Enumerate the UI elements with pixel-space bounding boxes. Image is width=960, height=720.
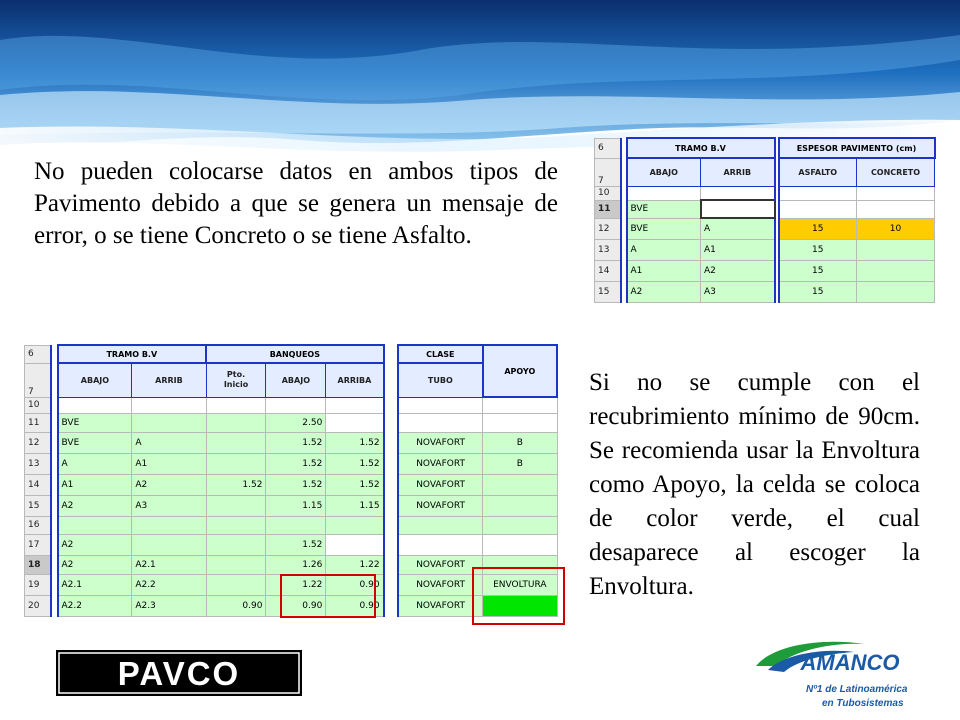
column-separator [384,413,398,432]
column-header-tubo: TUBO [398,363,483,397]
cell[interactable] [206,574,266,595]
row-number: 17 [25,534,52,555]
column-separator [384,453,398,474]
cell[interactable] [483,397,557,413]
pto-label-line1: Pto. [226,370,246,380]
column-header-arrib: ARRIB [132,363,206,397]
cell[interactable]: BVE [627,200,701,218]
table-row [595,239,935,260]
cell[interactable]: A2 [58,495,132,516]
cell[interactable]: A [132,432,206,453]
cell[interactable] [398,516,483,534]
spreadsheet-pavimento [594,137,936,303]
table-row [25,474,558,495]
row-number: 10 [25,397,52,413]
cell[interactable]: 1.52 [326,453,384,474]
row-number: 11 [595,200,621,218]
column-header-apoyo: APOYO [483,345,557,397]
cell[interactable] [206,534,266,555]
row-number: 15 [25,495,52,516]
cell[interactable]: NOVAFORT [398,474,483,495]
group-header-clase: CLASE [398,345,483,363]
row-header: 7 [25,363,52,397]
cell[interactable]: A3 [132,495,206,516]
pavco-logo-text: PAVCO [117,655,241,692]
cell[interactable]: A2.3 [132,595,206,616]
cell[interactable]: 1.52 [266,453,326,474]
cell[interactable]: A2.2 [132,574,206,595]
row-header: 7 [595,158,621,186]
cell[interactable]: B [483,453,557,474]
cell[interactable]: 1.15 [266,495,326,516]
row-number: 11 [25,413,52,432]
group-header-tramo: TRAMO B.V [58,345,207,363]
column-separator [384,345,398,363]
cell[interactable]: 0.90 [326,595,384,616]
cell[interactable] [627,186,701,200]
table-row [595,281,935,302]
cell[interactable] [701,186,775,200]
cell[interactable]: A2 [627,281,701,302]
cell-concreto-error[interactable]: 10 [857,218,935,239]
cell[interactable] [132,397,206,413]
cell[interactable]: 1.52 [206,474,266,495]
cell[interactable]: A3 [701,281,775,302]
column-header-abajo: ABAJO [627,158,701,186]
cell[interactable]: NOVAFORT [398,432,483,453]
highlight-box-banqueos [280,574,376,618]
cell[interactable]: NOVAFORT [398,495,483,516]
cell[interactable]: 1.22 [266,574,326,595]
active-cell[interactable] [701,200,775,218]
row-number: 20 [25,595,52,616]
cell[interactable]: BVE [58,413,132,432]
cell[interactable]: NOVAFORT [398,595,483,616]
cell[interactable]: 2.50 [266,413,326,432]
cell[interactable]: NOVAFORT [398,574,483,595]
column-separator [384,363,398,397]
cell[interactable]: A2 [58,534,132,555]
cell[interactable] [398,397,483,413]
cell[interactable]: BVE [627,218,701,239]
column-separator [384,516,398,534]
cell[interactable] [132,534,206,555]
cell[interactable]: 0.90 [206,595,266,616]
column-header-concreto: CONCRETO [857,158,935,186]
column-header-banqueo-arriba: ARRIBA [326,363,384,397]
amanco-logo [754,636,924,716]
row-number: 13 [25,453,52,474]
column-header-asfalto: ASFALTO [779,158,857,186]
cell-apoyo-envoltura[interactable]: ENVOLTURA [483,574,557,595]
cell[interactable]: A [701,218,775,239]
cell[interactable]: 1.22 [326,555,384,574]
paragraph-pavimento: No pueden colocarse datos en ambos tipos de Pavimento debido a que se genera un mensaje de error, o se tiene Concreto o se tiene Asfalto. [34,158,558,249]
paragraph-envoltura: Si no se cumple con el recubrimiento mínimo de 90cm. Se recomienda usar la Envoltura como Apoyo, la celda se coloca de color verde, el cual desaparece al escoger la Envoltura. [589,369,920,600]
row-header: 6 [25,345,52,363]
row-number: 16 [25,516,52,534]
column-header-arrib: ARRIB [701,158,775,186]
table-row [595,218,935,239]
column-separator [384,397,398,413]
cell[interactable] [398,534,483,555]
cell[interactable]: B [483,432,557,453]
column-separator [384,555,398,574]
cell[interactable]: A1 [701,239,775,260]
pavco-logo [56,650,302,696]
column-separator [384,474,398,495]
group-header-espesor: ESPESOR PAVIMENTO (cm) [779,138,935,158]
column-separator [384,534,398,555]
cell-asfalto-error[interactable]: 15 [779,218,857,239]
cell[interactable] [266,397,326,413]
cell[interactable] [483,516,557,534]
cell[interactable] [132,516,206,534]
table-row [595,200,935,218]
cell[interactable]: A2 [132,474,206,495]
table-row [25,534,558,555]
cell[interactable] [326,516,384,534]
cell[interactable] [483,413,557,432]
row-number: 12 [25,432,52,453]
cell[interactable] [132,413,206,432]
cell[interactable]: A1 [132,453,206,474]
cell[interactable] [779,186,857,200]
cell[interactable]: 0.90 [266,595,326,616]
cell[interactable]: 1.52 [266,474,326,495]
cell[interactable] [857,260,935,281]
cell[interactable]: A2.2 [58,595,132,616]
row-number: 14 [25,474,52,495]
cell[interactable] [326,397,384,413]
table-row [25,495,558,516]
column-separator [384,595,398,616]
column-separator [384,432,398,453]
group-header-tramo: TRAMO B.V [627,138,775,158]
column-header-banqueo-abajo: ABAJO [266,363,326,397]
cell[interactable]: 15 [779,260,857,281]
row-number: 18 [25,555,52,574]
row-number: 14 [595,260,621,281]
cell[interactable] [58,516,132,534]
cell[interactable] [326,413,384,432]
cell[interactable]: 15 [779,281,857,302]
cell[interactable]: A1 [58,474,132,495]
highlight-box-apoyo [472,567,565,625]
cell[interactable] [206,397,266,413]
table-row [595,186,935,200]
cell[interactable] [857,281,935,302]
amanco-tagline-2: en Tubosistemas [822,698,904,709]
column-header-abajo: ABAJO [58,363,132,397]
cell[interactable] [326,534,384,555]
cell[interactable] [857,239,935,260]
cell[interactable] [206,413,266,432]
cell[interactable]: A2.1 [58,574,132,595]
cell[interactable]: A [58,453,132,474]
cell[interactable]: 0.90 [326,574,384,595]
cell[interactable]: NOVAFORT [398,555,483,574]
table-row [25,516,558,534]
cell[interactable]: A2 [58,555,132,574]
row-number: 12 [595,218,621,239]
column-separator [384,574,398,595]
cell[interactable] [483,495,557,516]
cell[interactable] [483,474,557,495]
cell[interactable]: A [627,239,701,260]
cell[interactable] [206,453,266,474]
cell[interactable]: 15 [779,239,857,260]
cell[interactable] [483,534,557,555]
row-number: 19 [25,574,52,595]
table-row [25,413,558,432]
table-row [595,260,935,281]
group-header-banqueos: BANQUEOS [206,345,383,363]
table-row [25,397,558,413]
table-row [25,453,558,474]
cell[interactable] [206,516,266,534]
cell[interactable]: A2 [701,260,775,281]
cell[interactable]: A1 [627,260,701,281]
cell[interactable]: BVE [58,432,132,453]
column-header-pto-inicio [206,363,266,397]
cell[interactable] [398,413,483,432]
pto-label-line2: Inicio [223,380,249,390]
cell[interactable]: 1.52 [266,534,326,555]
cell[interactable] [206,432,266,453]
cell[interactable] [266,516,326,534]
cell[interactable] [857,186,935,200]
column-separator [384,495,398,516]
cell[interactable]: A2.1 [132,555,206,574]
amanco-logo-text: AMANCO [800,650,900,675]
cell[interactable]: 1.15 [326,495,384,516]
cell[interactable]: 1.26 [266,555,326,574]
cell[interactable] [206,495,266,516]
cell[interactable]: NOVAFORT [398,453,483,474]
cell[interactable]: 1.52 [326,432,384,453]
cell[interactable] [779,200,857,218]
row-number: 10 [595,186,621,200]
cell[interactable] [857,200,935,218]
header-water-banner [0,0,960,160]
row-number: 13 [595,239,621,260]
cell[interactable] [58,397,132,413]
row-header: 6 [595,138,621,158]
cell[interactable] [206,555,266,574]
cell[interactable]: 1.52 [326,474,384,495]
row-number: 15 [595,281,621,302]
table-row [25,432,558,453]
amanco-tagline-1: Nº1 de Latinoamérica [806,684,908,695]
cell[interactable]: 1.52 [266,432,326,453]
